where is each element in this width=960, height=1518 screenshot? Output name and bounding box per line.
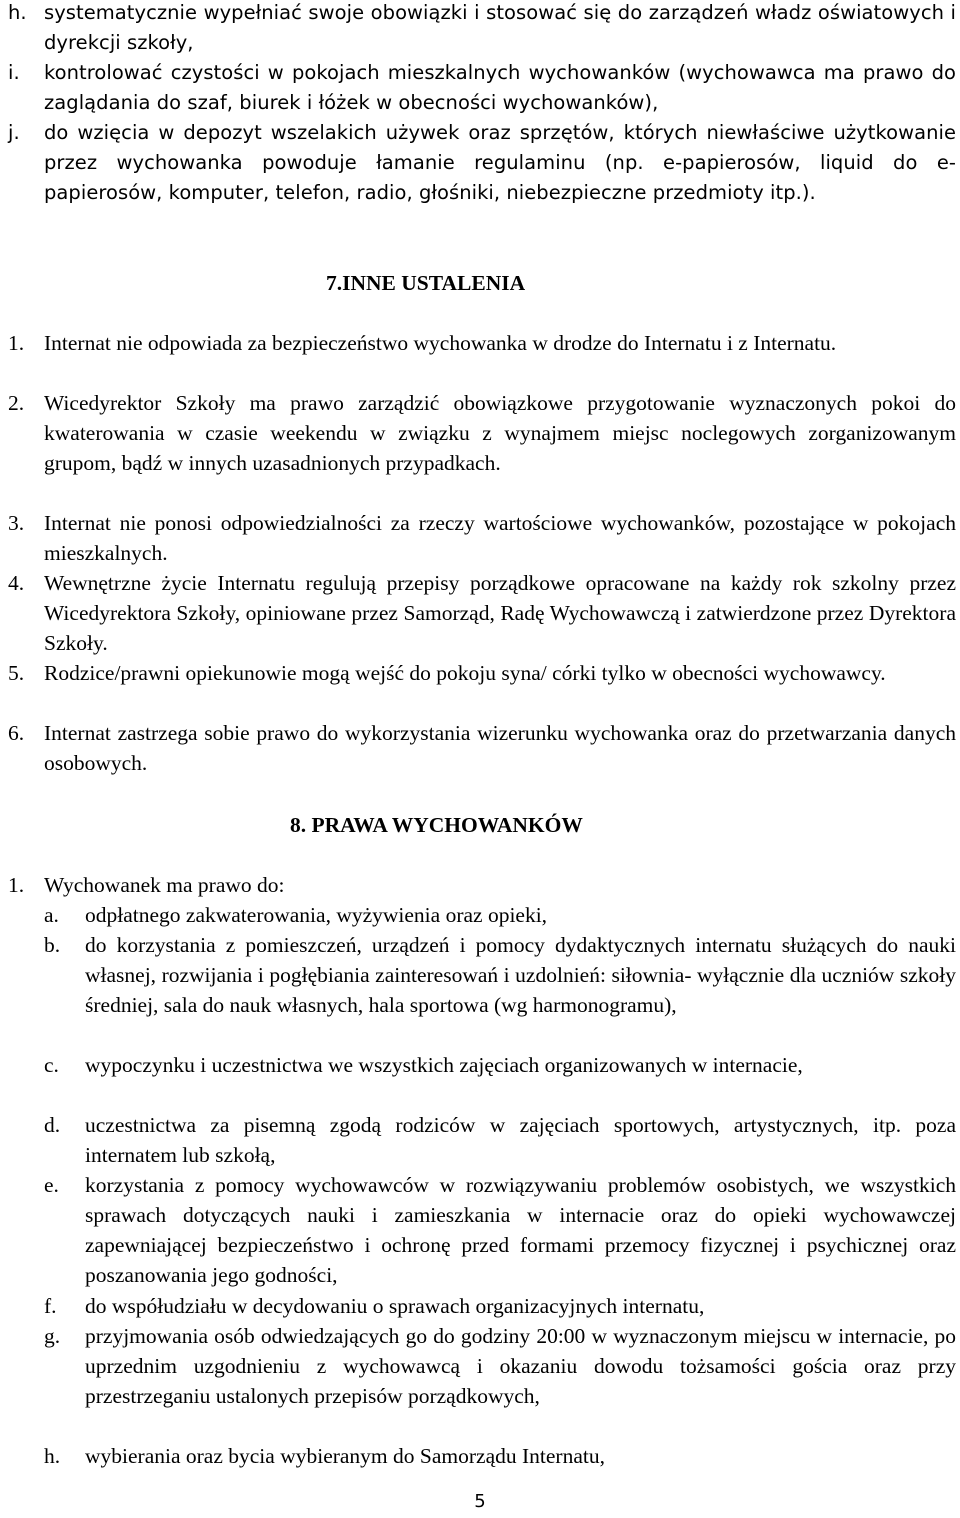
subitem-text: do korzystania z pomieszczeń, urządzeń i pomocy dydaktycznych internatu służących do nauki własnej, rozwijania i pogłębiania zainteresowań i uzdolnień: siłownia- wyłącznie dla uczniów szkoły średniej, sala do nauk własnych, hala sportowa (wg harmonogramu), — [85, 933, 956, 1017]
subitem-label: c. — [44, 1053, 59, 1077]
rule-item-label: 5. — [8, 661, 25, 685]
subitem-label: f. — [44, 1294, 57, 1318]
rule-item-label: 1. — [8, 331, 25, 355]
rule-item-3 — [8, 508, 956, 568]
rights-item-label: 1. — [8, 873, 25, 897]
list-item-text: kontrolować czystości w pokojach mieszkalnych wychowanków (wychowawca ma prawo do zaglądania do szaf, biurek i łóżek w obecności wychowanków), — [44, 61, 956, 114]
right-subitem-c — [44, 1050, 956, 1080]
right-subitem-f — [44, 1291, 956, 1321]
subitem-text: wypoczynku i uczestnictwa we wszystkich zajęciach organizowanych w internacie, — [85, 1053, 803, 1077]
subitem-label: b. — [44, 933, 61, 957]
list-item-label: h. — [8, 1, 27, 24]
subitem-text: korzystania z pomocy wychowawców w rozwiązywaniu problemów osobistych, we wszystkich sprawach dotyczących nauki i zamieszkania w internacie oraz do opieki wychowawczej zapewniającej bezpieczeństwo i ochronę przed formami przemocy fizycznej i psychicznej oraz poszanowania jego godności, — [85, 1173, 956, 1287]
subitem-label: a. — [44, 903, 59, 927]
rule-item-text: Internat nie ponosi odpowiedzialności za rzeczy wartościowe wychowanków, pozostające w pokojach mieszkalnych. — [44, 511, 956, 565]
right-subitem-g — [44, 1321, 956, 1411]
right-subitem-e — [44, 1170, 956, 1290]
rule-item-2 — [8, 388, 956, 478]
rule-item-4 — [8, 568, 956, 658]
right-subitem-h — [44, 1441, 956, 1471]
rule-item-text: Wewnętrzne życie Internatu regulują przepisy porządkowe opracowane na każdy rok szkolny przez Wicedyrektora Szkoły, opiniowane przez Samorząd, Radę Wychowawczą i zatwierdzone przez Dyrektora Szkoły. — [44, 571, 956, 655]
rule-item-text: Wicedyrektor Szkoły ma prawo zarządzić obowiązkowe przygotowanie wyznaczonych pokoi do kwaterowania w czasie weekendu w związku z wynajmem miejsc noclegowych zorganizowanym grupom, bądź w innych uzasadnionych przypadkach. — [44, 391, 956, 475]
subitem-text: wybierania oraz bycia wybieranym do Samorządu Internatu, — [85, 1444, 605, 1468]
rights-item-text: Wychowanek ma prawo do: — [44, 873, 285, 897]
rule-item-5 — [8, 658, 956, 688]
rule-item-text: Internat zastrzega sobie prawo do wykorzystania wizerunku wychowanka oraz do przetwarzania danych osobowych. — [44, 721, 956, 775]
rule-item-text: Internat nie odpowiada za bezpieczeństwo wychowanka w drodze do Internatu i z Internatu. — [44, 331, 837, 355]
rule-item-6 — [8, 718, 956, 778]
list-item-label: i. — [8, 61, 20, 84]
rule-item-label: 2. — [8, 391, 25, 415]
subitem-text: do współudziału w decydowaniu o sprawach organizacyjnych internatu, — [85, 1294, 705, 1318]
right-subitem-d — [44, 1110, 956, 1170]
subitem-text: uczestnictwa za pisemną zgodą rodziców w zajęciach sportowych, artystycznych, itp. poza internatem lub szkołą, — [85, 1113, 956, 1167]
list-item-i — [8, 58, 956, 118]
list-item-j — [8, 118, 956, 208]
page-number: 5 — [474, 1491, 486, 1512]
subitem-label: e. — [44, 1173, 59, 1197]
section-heading-7: 7.INNE USTALENIA — [326, 271, 526, 295]
rights-item-1 — [8, 870, 956, 900]
rule-item-label: 6. — [8, 721, 25, 745]
subitem-label: d. — [44, 1113, 61, 1137]
right-subitem-b — [44, 930, 956, 1020]
subitem-text: odpłatnego zakwaterowania, wyżywienia oraz opieki, — [85, 903, 548, 927]
list-item-text: do wzięcia w depozyt wszelakich używek oraz sprzętów, których niewłaściwe użytkowanie przez wychowanka powoduje łamanie regulaminu (np. e-papierosów, liquid do e-papierosów, komputer, telefon, radio, głośniki, niebezpieczne przedmioty itp.). — [44, 121, 956, 204]
list-item-h — [8, 0, 956, 58]
subitem-label: h. — [44, 1444, 61, 1468]
rule-item-1 — [8, 328, 956, 358]
rule-item-label: 3. — [8, 511, 25, 535]
list-item-text: systematycznie wypełniać swoje obowiązki i stosować się do zarządzeń władz oświatowych i dyrekcji szkoły, — [44, 1, 956, 54]
rule-item-label: 4. — [8, 571, 25, 595]
section-heading-8: 8. PRAWA WYCHOWANKÓW — [290, 813, 583, 837]
right-subitem-a — [44, 900, 956, 930]
subitem-label: g. — [44, 1324, 61, 1348]
list-item-label: j. — [8, 121, 20, 144]
subitem-text: przyjmowania osób odwiedzających go do godziny 20:00 w wyznaczonym miejscu w internacie, po uprzednim uzgodnieniu z wychowawcą i okazaniu dowodu tożsamości gościa oraz przy przestrzeganiu ustalonych przepisów porządkowych, — [85, 1324, 956, 1408]
rule-item-text: Rodzice/prawni opiekunowie mogą wejść do pokoju syna/ córki tylko w obecności wychowawcy. — [44, 661, 886, 685]
